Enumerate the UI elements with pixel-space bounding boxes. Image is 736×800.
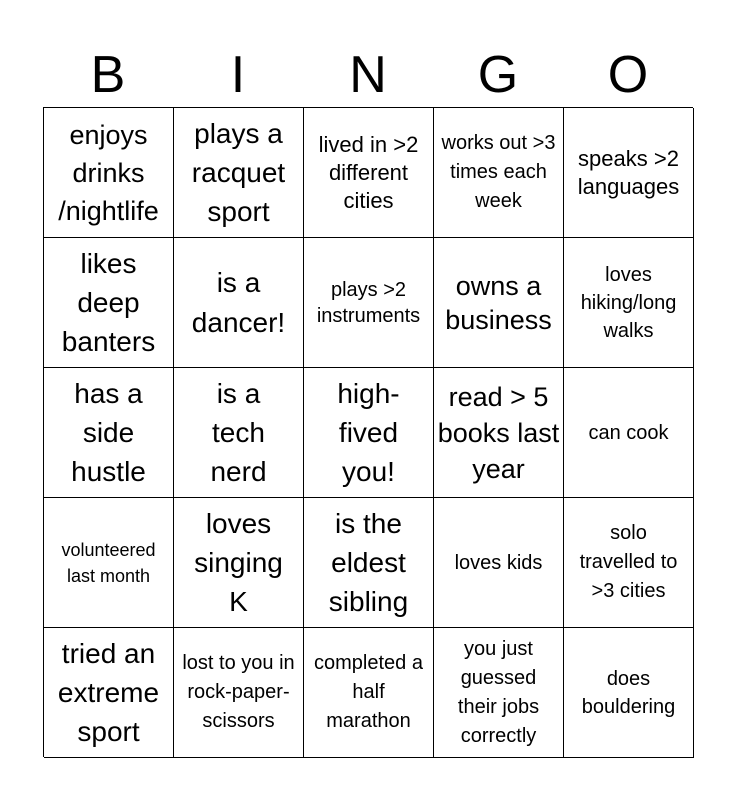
bingo-cell[interactable] [434,628,564,758]
bingo-cell[interactable] [564,238,694,368]
bingo-cell[interactable] [174,498,304,628]
cell-text: is a tech nerd [210,378,267,487]
bingo-cell[interactable] [434,108,564,238]
cell-text: can cook [588,421,669,444]
bingo-cell[interactable] [434,238,564,368]
bingo-cell[interactable] [174,238,304,368]
bingo-cell[interactable] [174,368,304,498]
cell-text: owns a business [445,270,552,335]
bingo-cell[interactable] [44,108,174,238]
cell-text: speaks >2 languages [577,145,680,199]
bingo-cell[interactable] [304,108,434,238]
header-letter-i: I [230,46,246,104]
cell-text: loves hiking/long walks [580,263,677,342]
bingo-cell[interactable] [44,238,174,368]
bingo-cell[interactable] [564,628,694,758]
cell-text: does bouldering [581,667,676,718]
cell-text: solo travelled to >3 cities [579,522,678,602]
bingo-cell[interactable] [304,628,434,758]
header-letter-g: G [477,46,519,104]
cell-text: plays a racquet sport [191,118,286,227]
bingo-cell[interactable] [434,368,564,498]
cell-text: is a dancer! [191,266,286,338]
cell-text: read > 5 books last year [437,381,560,484]
bingo-header [43,44,693,106]
bingo-cell[interactable] [304,238,434,368]
bingo-cell[interactable] [564,498,694,628]
bingo-cell[interactable] [174,108,304,238]
cell-text: volunteered last month [61,539,156,586]
bingo-cell[interactable] [44,498,174,628]
header-letter-o: O [607,46,649,104]
cell-text: works out >3 times each week [441,132,556,212]
cell-text: completed a half marathon [314,652,423,732]
bingo-cell[interactable] [564,108,694,238]
bingo-cell[interactable] [434,498,564,628]
cell-text: you just guessed their jobs correctly [457,637,540,747]
bingo-grid [43,107,693,757]
cell-text: likes deep banters [61,248,156,357]
cell-text: loves kids [454,551,543,574]
header-letter-n: N [349,46,387,104]
cell-text: has a side hustle [71,378,146,487]
bingo-cell[interactable] [564,368,694,498]
bingo-cell[interactable] [44,628,174,758]
cell-text: is the eldest sibling [328,508,409,617]
header-letter-b: B [90,46,126,104]
cell-text: loves singing K [194,508,283,617]
bingo-cell[interactable] [174,628,304,758]
bingo-cell[interactable] [304,368,434,498]
cell-text: high-fived you! [337,378,400,487]
bingo-cell[interactable] [304,498,434,628]
cell-text: plays >2 instruments [316,278,421,327]
cell-text: lost to you in rock-paper-scissors [182,652,295,732]
cell-text: enjoys drinks /nightlife [58,119,159,226]
cell-text: tried an extreme sport [57,638,160,747]
cell-text: lived in >2 different cities [318,131,419,213]
bingo-cell[interactable] [44,368,174,498]
